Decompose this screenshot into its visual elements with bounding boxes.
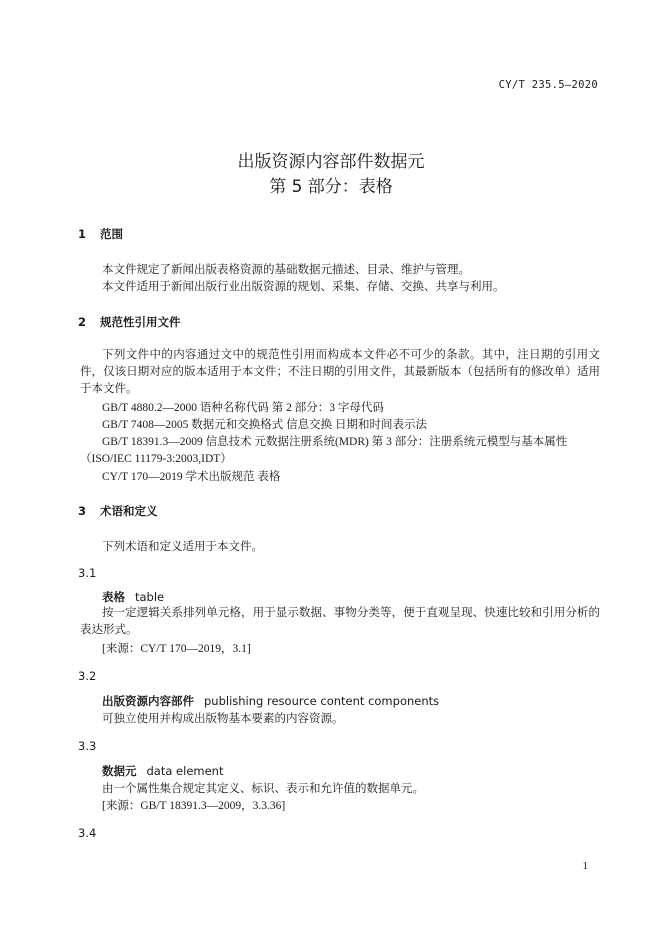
document-title: 出版资源内容部件数据元 xyxy=(237,152,425,172)
clause-number: 3.2 xyxy=(78,669,97,683)
scope-paragraph-1: 本文件规定了新闻出版表格资源的基础数据元描述、目录、维护与管理。 xyxy=(102,264,470,276)
section-heading-scope xyxy=(78,226,123,242)
terms-intro: 下列术语和定义适用于本文件。 xyxy=(102,541,263,553)
term-chinese: 数据元 xyxy=(102,764,137,778)
term-chinese: 出版资源内容部件 xyxy=(102,694,194,708)
clause-number: 3.1 xyxy=(78,566,97,580)
term-entry xyxy=(102,693,439,709)
section-number: 2 xyxy=(78,315,87,329)
section-title: 规范性引用文件 xyxy=(100,315,181,329)
standard-code: CY/T 235.5—2020 xyxy=(498,79,598,91)
clause-number: 3.4 xyxy=(78,826,97,840)
section-title: 范围 xyxy=(100,227,123,241)
section-number: 1 xyxy=(78,227,87,241)
section-heading-normative-references xyxy=(78,314,181,330)
reference-item: GB/T 18391.3—2009 信息技术 元数据注册系统(MDR) 第 3 部分：注册系统元模型与基本属性 xyxy=(102,436,568,448)
term-entry xyxy=(102,763,223,779)
reference-item-continuation: （ISO/IEC 11179-3:2003,IDT） xyxy=(80,453,232,465)
section-number: 3 xyxy=(78,504,87,518)
term-source: [来源：CY/T 170—2019，3.1] xyxy=(102,643,251,655)
term-definition: 由一个属性集合规定其定义、标识、表示和允许值的数据单元。 xyxy=(102,783,424,795)
references-intro: 下列文件中的内容通过文中的规范性引用而构成本文件必不可少的条款。其中，注日期的引用文件，仅该日期对应的版本适用于本文件；不注日期的引用文件，其最新版本（包括所有的修改单）适用于本文件。 xyxy=(80,349,600,395)
clause-number: 3.3 xyxy=(78,739,97,753)
scope-paragraph-2: 本文件适用于新闻出版行业出版资源的规划、采集、存储、交换、共享与利用。 xyxy=(102,281,505,293)
section-heading-terms xyxy=(78,503,158,519)
term-definition: 可独立使用并构成出版物基本要素的内容资源。 xyxy=(102,713,344,725)
page-number: 1 xyxy=(582,860,588,872)
section-title: 术语和定义 xyxy=(100,504,158,518)
reference-item: CY/T 170—2019 学术出版规范 表格 xyxy=(102,471,281,483)
term-entry xyxy=(102,589,164,605)
reference-item: GB/T 7408—2005 数据元和交换格式 信息交换 日期和时间表示法 xyxy=(102,419,427,431)
reference-item: GB/T 4880.2—2000 语种名称代码 第 2 部分：3 字母代码 xyxy=(102,402,384,414)
term-english: table xyxy=(135,590,165,604)
term-english: publishing resource content components xyxy=(204,694,440,708)
term-chinese: 表格 xyxy=(102,590,125,604)
term-source: [来源：GB/T 18391.3—2009，3.3.36] xyxy=(102,800,286,812)
document-subtitle: 第 5 部分：表格 xyxy=(269,177,393,197)
term-definition: 按一定逻辑关系排列单元格，用于显示数据、事物分类等，便于直观呈现、快速比较和引用分析的表达形式。 xyxy=(80,607,600,636)
term-english: data element xyxy=(146,764,224,778)
